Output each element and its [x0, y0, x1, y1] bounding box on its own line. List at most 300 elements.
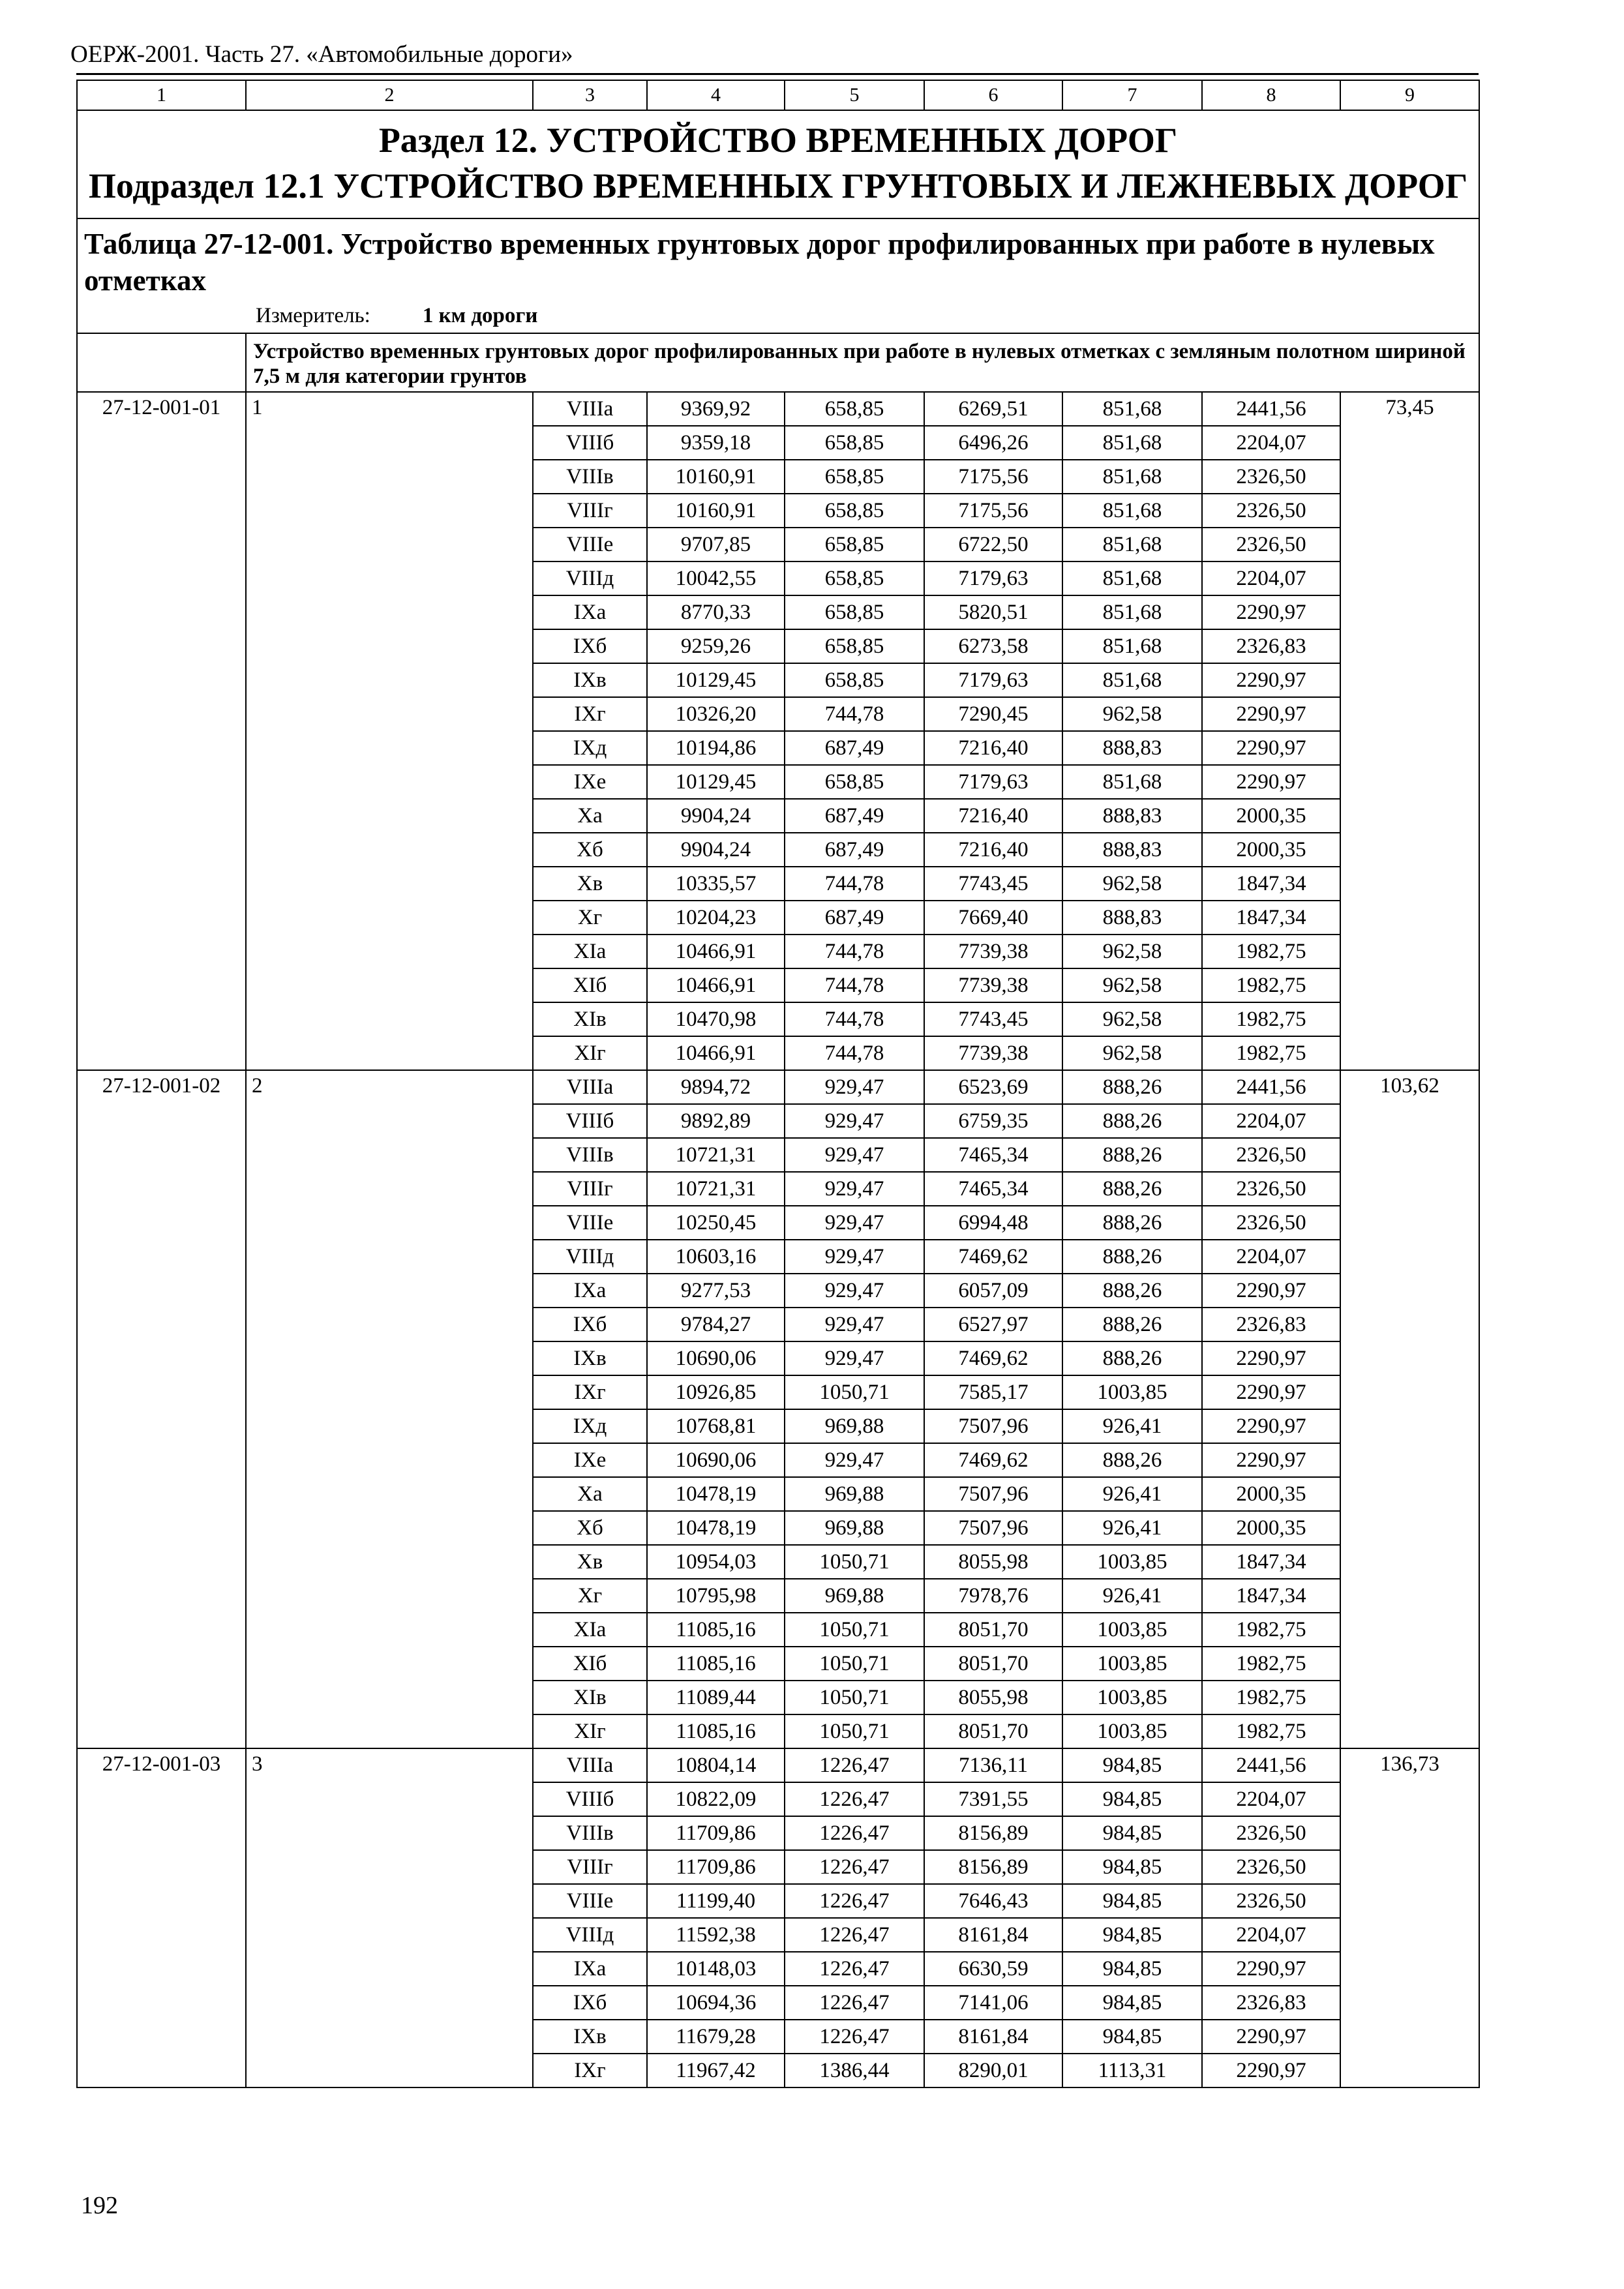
soil-category: VIIIe — [533, 1206, 647, 1240]
soil-category: VIIIв — [533, 1816, 647, 1850]
cost-value: 8051,70 — [924, 1714, 1062, 1748]
cost-value: 7646,43 — [924, 1884, 1062, 1918]
cost-value: 929,47 — [785, 1172, 924, 1206]
cost-value: 962,58 — [1062, 935, 1202, 968]
cost-value: 888,26 — [1062, 1070, 1202, 1104]
cost-value: 9894,72 — [647, 1070, 785, 1104]
cost-value: 8055,98 — [924, 1545, 1062, 1579]
cost-value: 9277,53 — [647, 1274, 785, 1308]
cost-value: 658,85 — [785, 494, 924, 528]
soil-category: Xб — [533, 833, 647, 867]
cost-value: 1386,44 — [785, 2054, 924, 2087]
cost-value: 851,68 — [1062, 392, 1202, 426]
soil-category: VIIIв — [533, 460, 647, 494]
cost-value: 7739,38 — [924, 935, 1062, 968]
unit-value: 1 км дороги — [422, 304, 538, 327]
cost-value: 10042,55 — [647, 561, 785, 595]
cost-value: 2290,97 — [1202, 2054, 1340, 2087]
cost-value: 10768,81 — [647, 1409, 785, 1443]
cost-value: 7216,40 — [924, 833, 1062, 867]
cost-value: 10466,91 — [647, 935, 785, 968]
cost-value: 888,83 — [1062, 799, 1202, 833]
column-number: 1 — [77, 80, 246, 110]
cost-value: 8770,33 — [647, 595, 785, 629]
cost-value: 1226,47 — [785, 1816, 924, 1850]
cost-value: 687,49 — [785, 901, 924, 935]
cost-value: 1226,47 — [785, 1952, 924, 1986]
rate-code: 27-12-001-01 — [77, 392, 246, 1070]
cost-value: 929,47 — [785, 1308, 924, 1341]
cost-value: 658,85 — [785, 528, 924, 561]
cost-value: 10954,03 — [647, 1545, 785, 1579]
cost-value: 888,26 — [1062, 1443, 1202, 1477]
cost-value: 969,88 — [785, 1409, 924, 1443]
cost-value: 7465,34 — [924, 1172, 1062, 1206]
cost-value: 8156,89 — [924, 1850, 1062, 1884]
cost-value: 7290,45 — [924, 697, 1062, 731]
soil-category: Xa — [533, 799, 647, 833]
soil-category: IXa — [533, 1952, 647, 1986]
cost-value: 1003,85 — [1062, 1375, 1202, 1409]
cost-value: 658,85 — [785, 629, 924, 663]
unit-row — [256, 303, 1472, 329]
cost-value: 11592,38 — [647, 1918, 785, 1952]
cost-value: 984,85 — [1062, 1884, 1202, 1918]
cost-value: 744,78 — [785, 968, 924, 1002]
cost-value: 6630,59 — [924, 1952, 1062, 1986]
soil-category: Xб — [533, 1511, 647, 1545]
description-cell — [246, 333, 1479, 392]
cost-value: 687,49 — [785, 799, 924, 833]
cost-value: 2000,35 — [1202, 1477, 1340, 1511]
cost-value: 1003,85 — [1062, 1613, 1202, 1647]
cost-value: 10129,45 — [647, 765, 785, 799]
cost-value: 2290,97 — [1202, 663, 1340, 697]
cost-value: 926,41 — [1062, 1511, 1202, 1545]
cost-value: 744,78 — [785, 1002, 924, 1036]
cost-value: 962,58 — [1062, 968, 1202, 1002]
unit-label: Измеритель: — [256, 304, 370, 327]
cost-value: 929,47 — [785, 1341, 924, 1375]
cost-value: 2326,50 — [1202, 460, 1340, 494]
soil-category: VIIIд — [533, 561, 647, 595]
column-9-value: 103,62 — [1340, 1070, 1479, 1748]
soil-category: IXб — [533, 629, 647, 663]
cost-value: 1050,71 — [785, 1375, 924, 1409]
soil-category: XIг — [533, 1714, 647, 1748]
cost-value: 2204,07 — [1202, 1104, 1340, 1138]
cost-value: 658,85 — [785, 595, 924, 629]
soil-category: VIIIa — [533, 1070, 647, 1104]
description-row — [77, 333, 1479, 392]
cost-value: 9784,27 — [647, 1308, 785, 1341]
cost-value: 2326,50 — [1202, 1206, 1340, 1240]
table-body — [77, 80, 1479, 2087]
rates-table — [76, 80, 1480, 2088]
cost-value: 7179,63 — [924, 561, 1062, 595]
cost-value: 10160,91 — [647, 460, 785, 494]
cost-value: 929,47 — [785, 1443, 924, 1477]
soil-category: IXб — [533, 1986, 647, 2020]
cost-value: 10326,20 — [647, 697, 785, 731]
cost-value: 10822,09 — [647, 1782, 785, 1816]
cost-value: 962,58 — [1062, 1036, 1202, 1070]
cost-value: 5820,51 — [924, 595, 1062, 629]
cost-value: 744,78 — [785, 1036, 924, 1070]
cost-value: 851,68 — [1062, 629, 1202, 663]
cost-value: 1982,75 — [1202, 968, 1340, 1002]
cost-value: 1982,75 — [1202, 1002, 1340, 1036]
cost-value: 2326,83 — [1202, 629, 1340, 663]
cost-value: 2441,56 — [1202, 392, 1340, 426]
cost-value: 888,26 — [1062, 1104, 1202, 1138]
cost-value: 11199,40 — [647, 1884, 785, 1918]
soil-category: XIв — [533, 1002, 647, 1036]
cost-value: 7175,56 — [924, 460, 1062, 494]
cost-value: 2290,97 — [1202, 765, 1340, 799]
cost-value: 984,85 — [1062, 1986, 1202, 2020]
cost-value: 744,78 — [785, 867, 924, 901]
cost-value: 10690,06 — [647, 1341, 785, 1375]
cost-value: 7465,34 — [924, 1138, 1062, 1172]
cost-value: 10250,45 — [647, 1206, 785, 1240]
cost-value: 2326,50 — [1202, 1816, 1340, 1850]
soil-category: IXд — [533, 731, 647, 765]
column-number: 2 — [246, 80, 533, 110]
cost-value: 6273,58 — [924, 629, 1062, 663]
soil-category: XIб — [533, 1647, 647, 1681]
cost-value: 744,78 — [785, 935, 924, 968]
cost-value: 1982,75 — [1202, 1613, 1340, 1647]
soil-category: IXг — [533, 1375, 647, 1409]
column-numbers-row — [77, 80, 1479, 110]
soil-category: VIIIг — [533, 1850, 647, 1884]
title-row — [77, 110, 1479, 218]
soil-category: IXe — [533, 765, 647, 799]
soil-category: IXв — [533, 663, 647, 697]
cost-value: 888,26 — [1062, 1240, 1202, 1274]
soil-category: VIIIв — [533, 1138, 647, 1172]
cost-value: 9707,85 — [647, 528, 785, 561]
cost-value: 2204,07 — [1202, 1782, 1340, 1816]
cost-value: 1050,71 — [785, 1714, 924, 1748]
cost-value: 2326,50 — [1202, 1884, 1340, 1918]
cost-value: 1847,34 — [1202, 1545, 1340, 1579]
cost-value: 1982,75 — [1202, 1681, 1340, 1714]
cost-value: 7175,56 — [924, 494, 1062, 528]
cost-value: 9369,92 — [647, 392, 785, 426]
cost-value: 1003,85 — [1062, 1545, 1202, 1579]
cost-value: 1982,75 — [1202, 1036, 1340, 1070]
cost-value: 1226,47 — [785, 1918, 924, 1952]
cost-value: 658,85 — [785, 561, 924, 595]
table-title-cell — [77, 218, 1479, 333]
soil-category: VIIIe — [533, 1884, 647, 1918]
cost-value: 6759,35 — [924, 1104, 1062, 1138]
cost-value: 1003,85 — [1062, 1681, 1202, 1714]
cost-value: 888,26 — [1062, 1341, 1202, 1375]
cost-value: 2000,35 — [1202, 799, 1340, 833]
cost-value: 888,26 — [1062, 1308, 1202, 1341]
soil-category: XIб — [533, 968, 647, 1002]
cost-value: 851,68 — [1062, 765, 1202, 799]
cost-value: 7507,96 — [924, 1511, 1062, 1545]
cost-value: 7136,11 — [924, 1748, 1062, 1782]
cost-value: 10694,36 — [647, 1986, 785, 2020]
cost-value: 1226,47 — [785, 1748, 924, 1782]
soil-category: IXд — [533, 1409, 647, 1443]
cost-value: 10466,91 — [647, 1036, 785, 1070]
soil-category: VIIIд — [533, 1918, 647, 1952]
cost-value: 2000,35 — [1202, 1511, 1340, 1545]
cost-value: 10926,85 — [647, 1375, 785, 1409]
cost-value: 8055,98 — [924, 1681, 1062, 1714]
cost-value: 658,85 — [785, 426, 924, 460]
column-number: 7 — [1062, 80, 1202, 110]
soil-category: IXг — [533, 697, 647, 731]
cost-value: 11085,16 — [647, 1714, 785, 1748]
column-number: 6 — [924, 80, 1062, 110]
cost-value: 6722,50 — [924, 528, 1062, 561]
cost-value: 1847,34 — [1202, 1579, 1340, 1613]
cost-value: 929,47 — [785, 1138, 924, 1172]
cost-value: 1113,31 — [1062, 2054, 1202, 2087]
cost-value: 1226,47 — [785, 1986, 924, 2020]
cost-value: 2204,07 — [1202, 426, 1340, 460]
cost-value: 926,41 — [1062, 1579, 1202, 1613]
table-row — [77, 392, 1479, 426]
cost-value: 8161,84 — [924, 2020, 1062, 2054]
cost-value: 687,49 — [785, 833, 924, 867]
rate-number: 3 — [246, 1748, 533, 2087]
soil-category: IXa — [533, 1274, 647, 1308]
cost-value: 888,26 — [1062, 1138, 1202, 1172]
soil-category: IXa — [533, 595, 647, 629]
cost-value: 10129,45 — [647, 663, 785, 697]
cost-value: 10721,31 — [647, 1172, 785, 1206]
cost-value: 6523,69 — [924, 1070, 1062, 1104]
cost-value: 1226,47 — [785, 2020, 924, 2054]
cost-value: 969,88 — [785, 1511, 924, 1545]
cost-value: 984,85 — [1062, 1748, 1202, 1782]
cost-value: 11679,28 — [647, 2020, 785, 2054]
cost-value: 6994,48 — [924, 1206, 1062, 1240]
cost-value: 10466,91 — [647, 968, 785, 1002]
cost-value: 658,85 — [785, 663, 924, 697]
cost-value: 851,68 — [1062, 494, 1202, 528]
cost-value: 851,68 — [1062, 663, 1202, 697]
cost-value: 8051,70 — [924, 1613, 1062, 1647]
cost-value: 687,49 — [785, 731, 924, 765]
cost-value: 2326,50 — [1202, 1172, 1340, 1206]
cost-value: 1050,71 — [785, 1545, 924, 1579]
cost-value: 7739,38 — [924, 968, 1062, 1002]
cost-value: 744,78 — [785, 697, 924, 731]
cost-value: 1226,47 — [785, 1884, 924, 1918]
cost-value: 984,85 — [1062, 2020, 1202, 2054]
cost-value: 969,88 — [785, 1579, 924, 1613]
cost-value: 984,85 — [1062, 1850, 1202, 1884]
cost-value: 851,68 — [1062, 460, 1202, 494]
soil-category: XIв — [533, 1681, 647, 1714]
cost-value: 2000,35 — [1202, 833, 1340, 867]
cost-value: 7469,62 — [924, 1341, 1062, 1375]
cost-value: 7141,06 — [924, 1986, 1062, 2020]
cost-value: 10335,57 — [647, 867, 785, 901]
cost-value: 2204,07 — [1202, 1240, 1340, 1274]
cost-value: 888,26 — [1062, 1172, 1202, 1206]
cost-value: 984,85 — [1062, 1816, 1202, 1850]
cost-value: 2290,97 — [1202, 1443, 1340, 1477]
soil-category: VIIIб — [533, 426, 647, 460]
cost-value: 1982,75 — [1202, 1647, 1340, 1681]
column-9-value: 73,45 — [1340, 392, 1479, 1070]
cost-value: 11085,16 — [647, 1647, 785, 1681]
cost-value: 851,68 — [1062, 595, 1202, 629]
cost-value: 1226,47 — [785, 1850, 924, 1884]
soil-category: Xa — [533, 1477, 647, 1511]
cost-value: 8290,01 — [924, 2054, 1062, 2087]
cost-value: 929,47 — [785, 1104, 924, 1138]
header-rule — [76, 73, 1479, 75]
cost-value: 10603,16 — [647, 1240, 785, 1274]
soil-category: VIIIд — [533, 1240, 647, 1274]
cost-value: 10721,31 — [647, 1138, 785, 1172]
cost-value: 2326,50 — [1202, 1138, 1340, 1172]
title-cell — [77, 110, 1479, 218]
cost-value: 1982,75 — [1202, 1714, 1340, 1748]
soil-category: XIг — [533, 1036, 647, 1070]
cost-value: 7179,63 — [924, 663, 1062, 697]
cost-value: 1003,85 — [1062, 1647, 1202, 1681]
cost-value: 851,68 — [1062, 528, 1202, 561]
soil-category: IXв — [533, 1341, 647, 1375]
cost-value: 9359,18 — [647, 426, 785, 460]
cost-value: 2290,97 — [1202, 2020, 1340, 2054]
soil-category: VIIIб — [533, 1782, 647, 1816]
cost-value: 2441,56 — [1202, 1070, 1340, 1104]
cost-value: 1003,85 — [1062, 1714, 1202, 1748]
page-header: ОЕРЖ-2001. Часть 27. «Автомобильные дороги» — [70, 41, 573, 68]
soil-category: XIa — [533, 1613, 647, 1647]
cost-value: 10478,19 — [647, 1511, 785, 1545]
cost-value: 10795,98 — [647, 1579, 785, 1613]
cost-value: 658,85 — [785, 765, 924, 799]
cost-value: 6269,51 — [924, 392, 1062, 426]
cost-value: 11967,42 — [647, 2054, 785, 2087]
cost-value: 658,85 — [785, 392, 924, 426]
cost-value: 7507,96 — [924, 1477, 1062, 1511]
cost-value: 984,85 — [1062, 1918, 1202, 1952]
table-title: Таблица 27-12-001. Устройство временных грунтовых дорог профилированных при работе в нулевых отметках — [84, 228, 1435, 297]
cost-value: 9259,26 — [647, 629, 785, 663]
cost-value: 2204,07 — [1202, 1918, 1340, 1952]
cost-value: 11709,86 — [647, 1816, 785, 1850]
cost-value: 6527,97 — [924, 1308, 1062, 1341]
table-title-row — [77, 218, 1479, 333]
cost-value: 9892,89 — [647, 1104, 785, 1138]
cost-value: 7585,17 — [924, 1375, 1062, 1409]
cost-value: 7743,45 — [924, 1002, 1062, 1036]
soil-category: VIIIг — [533, 1172, 647, 1206]
cost-value: 2441,56 — [1202, 1748, 1340, 1782]
cost-value: 8051,70 — [924, 1647, 1062, 1681]
cost-value: 888,26 — [1062, 1274, 1202, 1308]
table-row — [77, 1070, 1479, 1104]
cost-value: 1847,34 — [1202, 867, 1340, 901]
cost-value: 2290,97 — [1202, 1341, 1340, 1375]
column-9-value: 136,73 — [1340, 1748, 1479, 2087]
cost-value: 658,85 — [785, 460, 924, 494]
cost-value: 7978,76 — [924, 1579, 1062, 1613]
cost-value: 2290,97 — [1202, 1274, 1340, 1308]
cost-value: 8156,89 — [924, 1816, 1062, 1850]
cost-value: 962,58 — [1062, 1002, 1202, 1036]
cost-value: 7739,38 — [924, 1036, 1062, 1070]
cost-value: 1226,47 — [785, 1782, 924, 1816]
cost-value: 10804,14 — [647, 1748, 785, 1782]
soil-category: VIIIa — [533, 1748, 647, 1782]
cost-value: 888,83 — [1062, 901, 1202, 935]
cost-value: 9904,24 — [647, 799, 785, 833]
cost-value: 10194,86 — [647, 731, 785, 765]
cost-value: 929,47 — [785, 1206, 924, 1240]
cost-value: 851,68 — [1062, 561, 1202, 595]
cost-value: 962,58 — [1062, 867, 1202, 901]
soil-category: VIIIг — [533, 494, 647, 528]
cost-value: 10204,23 — [647, 901, 785, 935]
cost-value: 2290,97 — [1202, 1375, 1340, 1409]
cost-value: 11089,44 — [647, 1681, 785, 1714]
cost-value: 984,85 — [1062, 1952, 1202, 1986]
soil-category: XIa — [533, 935, 647, 968]
description-text: Устройство временных грунтовых дорог профилированных при работе в нулевых отметках с земляным полотном шириной 7,5 м для категории грунтов — [253, 340, 1466, 388]
cost-value: 2204,07 — [1202, 561, 1340, 595]
soil-category: VIIIб — [533, 1104, 647, 1138]
cost-value: 962,58 — [1062, 697, 1202, 731]
rate-number: 2 — [246, 1070, 533, 1748]
cost-value: 926,41 — [1062, 1409, 1202, 1443]
cost-value: 2290,97 — [1202, 697, 1340, 731]
cost-value: 1847,34 — [1202, 901, 1340, 935]
cost-value: 929,47 — [785, 1070, 924, 1104]
subsection-title: Подраздел 12.1 УСТРОЙСТВО ВРЕМЕННЫХ ГРУНТОВЫХ И ЛЕЖНЕВЫХ ДОРОГ — [88, 166, 1468, 205]
cost-value: 1982,75 — [1202, 935, 1340, 968]
cost-value: 1050,71 — [785, 1681, 924, 1714]
column-number: 9 — [1340, 80, 1479, 110]
cost-value: 10160,91 — [647, 494, 785, 528]
cost-value: 7507,96 — [924, 1409, 1062, 1443]
cost-value: 7216,40 — [924, 799, 1062, 833]
cost-value: 7216,40 — [924, 731, 1062, 765]
cost-value: 851,68 — [1062, 426, 1202, 460]
cost-value: 2290,97 — [1202, 1952, 1340, 1986]
soil-category: Xв — [533, 867, 647, 901]
cost-value: 2326,50 — [1202, 494, 1340, 528]
cost-value: 11709,86 — [647, 1850, 785, 1884]
cost-value: 6057,09 — [924, 1274, 1062, 1308]
soil-category: IXб — [533, 1308, 647, 1341]
cost-value: 11085,16 — [647, 1613, 785, 1647]
cost-value: 7469,62 — [924, 1443, 1062, 1477]
cost-value: 10478,19 — [647, 1477, 785, 1511]
cost-value: 10690,06 — [647, 1443, 785, 1477]
description-blank-cell — [77, 333, 246, 392]
soil-category: Xг — [533, 1579, 647, 1613]
section-title: Раздел 12. УСТРОЙСТВО ВРЕМЕННЫХ ДОРОГ — [378, 121, 1178, 160]
soil-category: IXe — [533, 1443, 647, 1477]
cost-value: 888,83 — [1062, 731, 1202, 765]
